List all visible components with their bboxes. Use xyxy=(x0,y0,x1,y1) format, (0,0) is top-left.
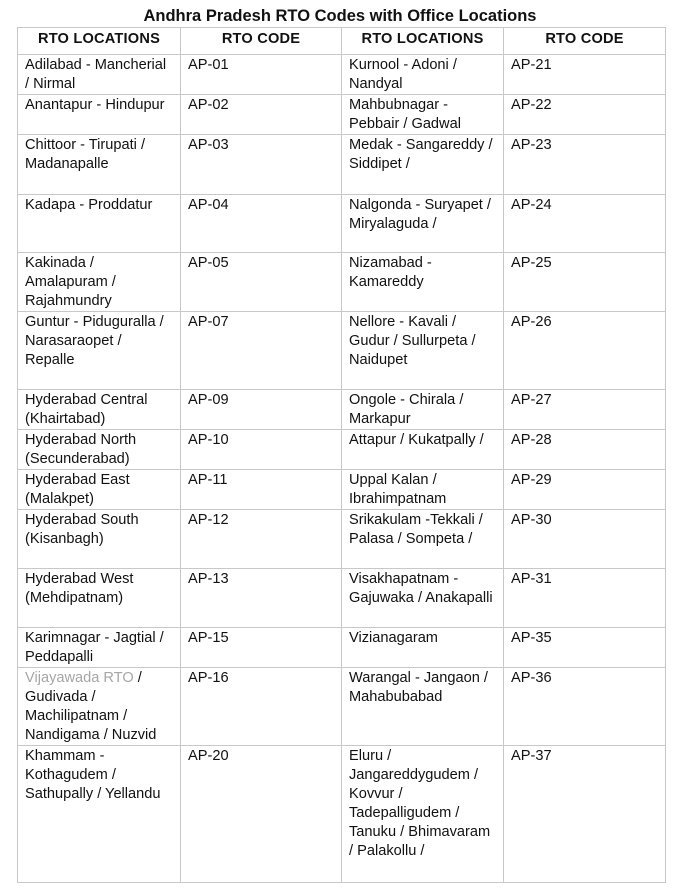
rto-location-text: Guntur - Piduguralla / Narasaraopet / Repalle xyxy=(25,314,164,368)
rto-location-left xyxy=(18,668,181,746)
rto-location-text: Hyderabad Central (Khairtabad) xyxy=(25,392,148,427)
rto-location-text: Khammam - Kothagudem / Sathupally / Yellandu xyxy=(25,748,161,802)
table-row xyxy=(18,312,666,390)
rto-location-right: Warangal - Jangaon / Mahabubabad xyxy=(342,668,504,746)
rto-code-right: AP-22 xyxy=(504,95,666,135)
rto-code-right: AP-31 xyxy=(504,569,666,628)
rto-location-text: Adilabad - Mancherial / Nirmal xyxy=(25,57,167,92)
table-row xyxy=(18,55,666,95)
rto-code-left: AP-03 xyxy=(181,135,342,195)
rto-location-right: Nalgonda - Suryapet / Miryalaguda / xyxy=(342,195,504,253)
rto-location-right: Vizianagaram xyxy=(342,628,504,668)
rto-code-left: AP-16 xyxy=(181,668,342,746)
rto-location-left xyxy=(18,569,181,628)
rto-location-right: Ongole - Chirala / Markapur xyxy=(342,390,504,430)
table-row xyxy=(18,430,666,470)
page-title: Andhra Pradesh RTO Codes with Office Locations xyxy=(143,7,537,25)
rto-location-right: Uppal Kalan / Ibrahimpatnam xyxy=(342,470,504,510)
header-row xyxy=(18,28,666,55)
header-rto-code-left: RTO CODE xyxy=(181,28,342,55)
rto-location-text: / Gudivada / Machilipatnam / Nandigama / Nuzvid xyxy=(25,670,157,743)
rto-location-right: Nizamabad - Kamareddy xyxy=(342,253,504,312)
rto-location-right: Eluru / Jangareddygudem / Kovvur / Tadepalligudem / Tanuku / Bhimavaram / Palakollu / xyxy=(342,746,504,883)
rto-code-left: AP-04 xyxy=(181,195,342,253)
rto-code-right: AP-23 xyxy=(504,135,666,195)
rto-location-text: Chittoor - Tirupati / Madanapalle xyxy=(25,137,146,172)
rto-code-left: AP-01 xyxy=(181,55,342,95)
table-row xyxy=(18,668,666,746)
header-rto-locations-left: RTO LOCATIONS xyxy=(18,28,181,55)
rto-location-left xyxy=(18,390,181,430)
rto-code-left: AP-10 xyxy=(181,430,342,470)
rto-location-left xyxy=(18,470,181,510)
table-row xyxy=(18,470,666,510)
rto-code-right: AP-35 xyxy=(504,628,666,668)
rto-location-right: Medak - Sangareddy / Siddipet / xyxy=(342,135,504,195)
rto-location-left xyxy=(18,253,181,312)
rto-location-right: Attapur / Kukatpally / xyxy=(342,430,504,470)
table-row xyxy=(18,569,666,628)
rto-code-left: AP-12 xyxy=(181,510,342,569)
rto-code-right: AP-27 xyxy=(504,390,666,430)
rto-location-text: Karimnagar - Jagtial / Peddapalli xyxy=(25,630,164,665)
rto-location-right: Mahbubnagar - Pebbair / Gadwal xyxy=(342,95,504,135)
table-row xyxy=(18,253,666,312)
rto-location-prefix: Vijayawada RTO xyxy=(25,670,134,686)
rto-code-right: AP-36 xyxy=(504,668,666,746)
rto-location-left xyxy=(18,55,181,95)
table-row xyxy=(18,510,666,569)
rto-location-right: Srikakulam -Tekkali / Palasa / Sompeta / xyxy=(342,510,504,569)
rto-code-left: AP-05 xyxy=(181,253,342,312)
rto-location-text: Anantapur - Hindupur xyxy=(25,97,165,113)
rto-code-right: AP-37 xyxy=(504,746,666,883)
rto-location-text: Kadapa - Proddatur xyxy=(25,197,153,213)
table-row xyxy=(18,390,666,430)
rto-location-text: Kakinada / Amalapuram / Rajahmundry xyxy=(25,255,116,309)
rto-location-left xyxy=(18,95,181,135)
table-row xyxy=(18,135,666,195)
header-rto-locations-right: RTO LOCATIONS xyxy=(342,28,504,55)
rto-location-text: Hyderabad East (Malakpet) xyxy=(25,472,130,507)
rto-code-left: AP-20 xyxy=(181,746,342,883)
rto-code-left: AP-09 xyxy=(181,390,342,430)
rto-code-left: AP-13 xyxy=(181,569,342,628)
table-row xyxy=(18,95,666,135)
rto-code-right: AP-25 xyxy=(504,253,666,312)
rto-location-left xyxy=(18,195,181,253)
header-rto-code-right: RTO CODE xyxy=(504,28,666,55)
rto-code-right: AP-24 xyxy=(504,195,666,253)
rto-location-left xyxy=(18,746,181,883)
rto-code-right: AP-29 xyxy=(504,470,666,510)
rto-location-right: Kurnool - Adoni / Nandyal xyxy=(342,55,504,95)
rto-location-left xyxy=(18,628,181,668)
rto-table xyxy=(17,27,666,883)
rto-code-left: AP-02 xyxy=(181,95,342,135)
rto-code-right: AP-26 xyxy=(504,312,666,390)
rto-location-text: Hyderabad South (Kisanbagh) xyxy=(25,512,139,547)
rto-code-right: AP-21 xyxy=(504,55,666,95)
table-row xyxy=(18,195,666,253)
rto-location-text: Hyderabad West (Mehdipatnam) xyxy=(25,571,134,606)
rto-location-left xyxy=(18,510,181,569)
rto-code-left: AP-15 xyxy=(181,628,342,668)
table-row xyxy=(18,746,666,883)
rto-location-right: Visakhapatnam - Gajuwaka / Anakapalli xyxy=(342,569,504,628)
rto-code-right: AP-28 xyxy=(504,430,666,470)
rto-location-left xyxy=(18,135,181,195)
rto-code-left: AP-11 xyxy=(181,470,342,510)
rto-location-text: Hyderabad North (Secunderabad) xyxy=(25,432,137,467)
rto-code-right: AP-30 xyxy=(504,510,666,569)
table-row xyxy=(18,628,666,668)
rto-location-left xyxy=(18,312,181,390)
rto-location-left xyxy=(18,430,181,470)
rto-location-right: Nellore - Kavali / Gudur / Sullurpeta / Naidupet xyxy=(342,312,504,390)
rto-code-left: AP-07 xyxy=(181,312,342,390)
